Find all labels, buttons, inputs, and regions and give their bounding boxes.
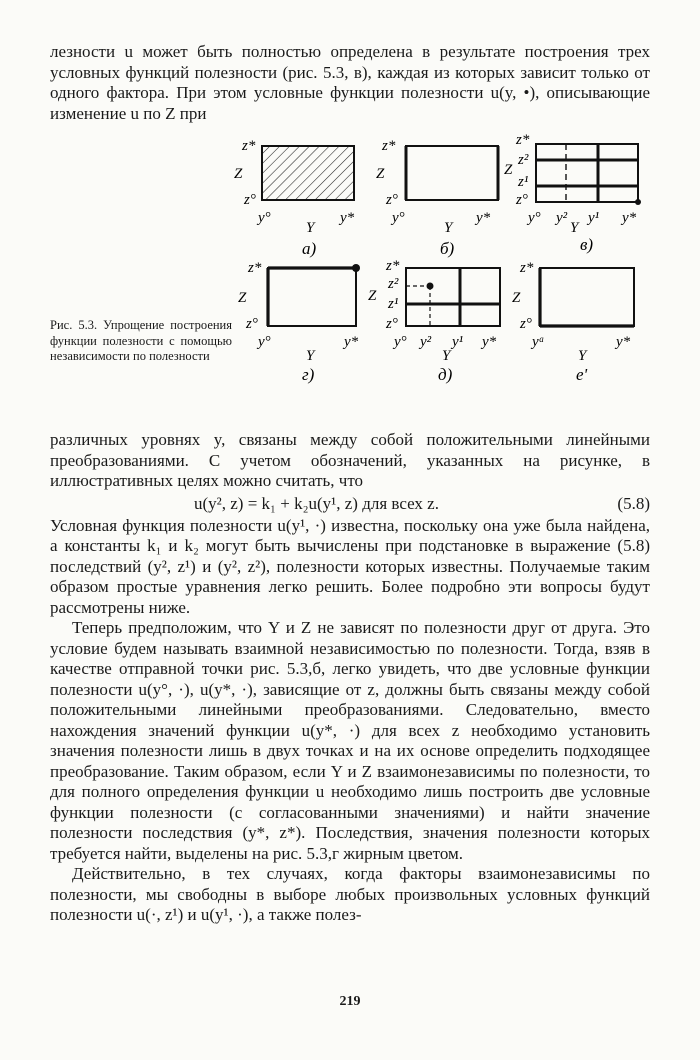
panel-g-corner-dot xyxy=(352,264,360,272)
label-z: Z xyxy=(376,166,385,182)
label-z: Z xyxy=(368,288,377,304)
label-z-zero: z° xyxy=(520,316,532,332)
panel-a-label: а) xyxy=(302,239,317,258)
text-mid: различных уровнях y, связаны между собой положительными линейными преобразованиями. С учетом обозначений, указанных на рисунке, в иллюстративных целях можно считать, что xyxy=(50,430,650,490)
label-z: Z xyxy=(234,166,243,182)
panel-d xyxy=(368,258,500,384)
label-z-zero: z° xyxy=(386,316,398,332)
page xyxy=(50,42,650,1009)
label-z: Z xyxy=(504,162,513,178)
figure-diagrams xyxy=(50,128,650,430)
label-z-zero: z° xyxy=(244,192,256,208)
panel-v-label: в) xyxy=(580,235,594,254)
panel-b xyxy=(376,138,498,258)
label-y-zero: y° xyxy=(258,334,271,350)
label-z1: z¹ xyxy=(518,174,529,190)
figure-5-3 xyxy=(50,128,650,430)
panel-a xyxy=(234,138,355,258)
panel-b-label: б) xyxy=(440,239,455,258)
page-number: 219 xyxy=(339,994,361,1009)
panel-g-box xyxy=(268,268,356,326)
label-y-star: y* xyxy=(622,210,637,226)
text-top: лезности u может быть полностью определена в результате построения трех условных функций полезности (рис. 5.3, в), каждая из которых зависит только от одного фактора. При этом условные функции полезности u(y, •), описывающие изменение u по Z при xyxy=(50,42,650,123)
label-y-a: yᵃ xyxy=(532,334,545,350)
label-y1: y¹ xyxy=(588,210,600,226)
label-y: Y xyxy=(578,348,587,364)
label-z-star: z* xyxy=(520,260,534,276)
panel-d-label: д) xyxy=(438,365,453,384)
label-y2: y² xyxy=(556,210,568,226)
panel-g-label: г) xyxy=(302,365,315,384)
label-y-zero: y° xyxy=(394,334,407,350)
panel-d-point xyxy=(427,283,434,290)
label-z-star: z* xyxy=(386,258,400,274)
label-z-star: z* xyxy=(382,138,396,154)
panel-b-box xyxy=(406,146,498,200)
label-z-zero: z° xyxy=(386,192,398,208)
label-z2: z² xyxy=(388,276,399,292)
label-z: Z xyxy=(512,290,521,306)
panel-e-label: е' xyxy=(576,365,588,384)
label-y: Y xyxy=(444,220,453,236)
label-z-star: z* xyxy=(516,132,530,148)
panel-d-box xyxy=(406,268,500,326)
label-y-star: y* xyxy=(340,210,355,226)
panel-e xyxy=(512,260,634,384)
label-y-star: y* xyxy=(476,210,491,226)
label-z2: z² xyxy=(518,152,529,168)
panel-v-end-dot xyxy=(635,199,641,205)
label-y: Y xyxy=(306,348,315,364)
label-y1: y¹ xyxy=(452,334,464,350)
label-z-star: z* xyxy=(248,260,262,276)
panel-v xyxy=(504,132,641,254)
paragraph-2: Теперь предположим, что Y и Z не зависят по полезности друг от друга. Это условие будем называть взаимной независимостью по полезности. Тогда, взяв в качестве отправной точки рис. 5.3,б, легко увидеть, что две условные функции полезности u(y°, ·), u(y*, ·), зависящие от z, должны быть связаны между собой положительными линейными преобразованиями. Следовательно, вместо нахождения значений функции u(y*, ·) для всех z необходимо установить значения полезности лишь в двух точках и на их основе определить подходящее преобразование. Таким образом, если Y и Z взаимонезависимы по полезности, то для полного определения функции u необходимо лишь построить две условные функции полезности (с согласованными значениями) и найти значение полезности последствия (y*, z*). Последствия, значения полезности которых требуется найти, выделены на рис. 5.3,г жирным цветом. xyxy=(50,618,650,863)
label-y: Y xyxy=(570,220,579,236)
label-y-zero: y° xyxy=(528,210,541,226)
label-z-star: z* xyxy=(242,138,256,154)
panel-e-box xyxy=(540,268,634,326)
label-y2: y² xyxy=(420,334,432,350)
label-y: Y xyxy=(442,348,451,364)
equation-number: (5.8) xyxy=(617,493,650,513)
label-y-zero: y° xyxy=(258,210,271,226)
label-y-zero: y° xyxy=(392,210,405,226)
label-z-zero: z° xyxy=(516,192,528,208)
figure-caption: Рис. 5.3. Упрощение построения функции полезности с помощью независимости по полезности xyxy=(50,318,232,363)
label-y-star: y* xyxy=(344,334,359,350)
paragraph-3: Действительно, в тех случаях, когда факторы взаимонезависимы по полезности, мы свободны в выборе любых произвольных условных функций полезности u(·, z¹) и u(y¹, ·), а также полез- xyxy=(50,864,650,924)
text-after-equation: Условная функция полезности u(y¹, ·) известна, поскольку она уже была найдена, а константы k₁ и k₂ могут быть вычислены при подстановке в выражение (5.8) последствий (y², z¹) и (y², z²), полезности которых известны. Получаемые таким образом простые уравнения легко решить. Более подробно эти вопросы будут рассмотрены ниже. xyxy=(50,515,650,617)
label-z: Z xyxy=(238,290,247,306)
panel-g xyxy=(238,260,360,384)
label-y-star: y* xyxy=(482,334,497,350)
panel-v-box xyxy=(536,144,638,202)
equation-5-8 xyxy=(50,492,650,516)
equation-body: u(y², z) = k₁ + k₂u(y¹, z) для всех z. xyxy=(194,493,439,513)
panel-a-hatched-box xyxy=(262,146,354,200)
label-z-zero: z° xyxy=(246,316,258,332)
label-y: Y xyxy=(306,220,315,236)
label-y-star: y* xyxy=(616,334,631,350)
label-z1: z¹ xyxy=(388,296,399,312)
